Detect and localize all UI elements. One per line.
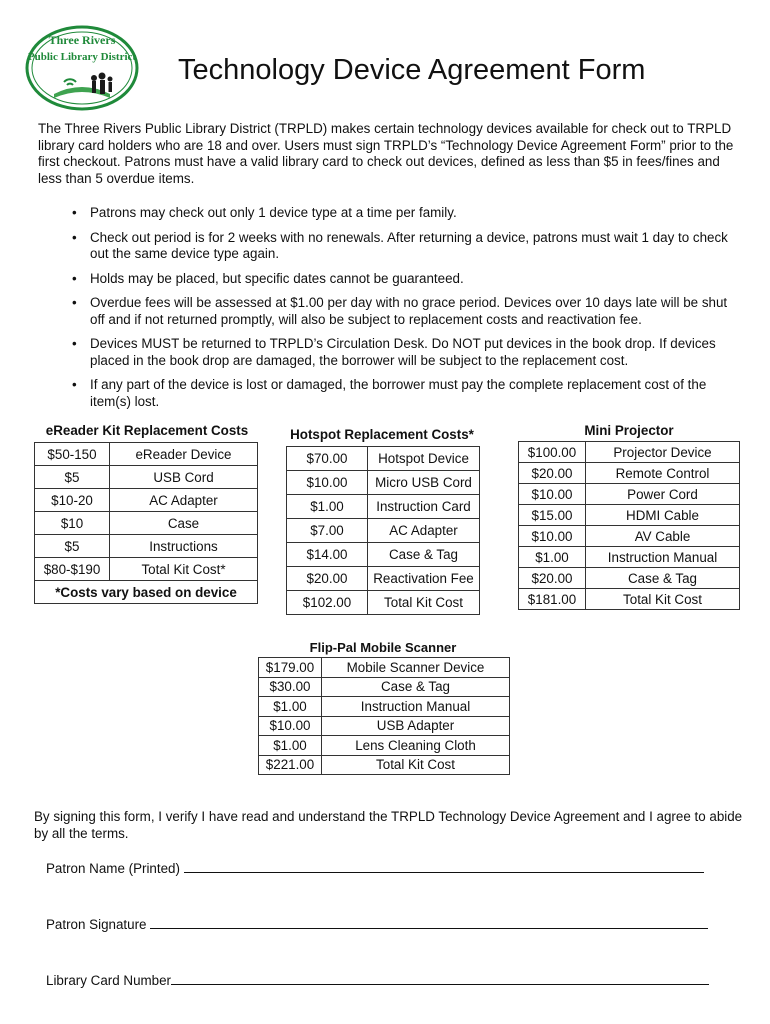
patron-signature-row xyxy=(46,916,708,932)
table-row: $5 USB Cord xyxy=(35,466,258,489)
bullet-icon: • xyxy=(72,295,77,310)
table-row: $10.00 AV Cable xyxy=(519,526,740,547)
bullet-icon: • xyxy=(72,205,77,220)
table-row: $221.00 Total Kit Cost xyxy=(259,755,510,775)
rule-item: • Overdue fees will be assessed at $1.00 per day with no grace period. Devices over 10 days late will be shut off and if not returned promptly, will also be subject to replacement costs and reactivation fee. xyxy=(72,295,728,327)
patron-signature-label: Patron Signature xyxy=(46,917,147,932)
patron-name-row xyxy=(46,860,704,876)
table-row: $10.00 Micro USB Cord xyxy=(287,471,480,495)
hotspot-table-title: Hotspot Replacement Costs* xyxy=(290,427,474,442)
rule-item: • Check out period is for 2 weeks with no renewals. After returning a device, patrons must wait 1 day to check out the same device type again. xyxy=(72,229,728,261)
bullet-icon: • xyxy=(72,336,77,351)
patron-name-field[interactable] xyxy=(184,860,704,873)
ereader-cost-table xyxy=(34,442,258,604)
library-card-row xyxy=(46,972,709,988)
table-row: $10.00 USB Adapter xyxy=(259,716,510,736)
library-card-field[interactable] xyxy=(171,972,709,985)
table-row: $30.00 Case & Tag xyxy=(259,677,510,697)
bullet-icon: • xyxy=(72,377,77,392)
table-row: $10 Case xyxy=(35,512,258,535)
table-row: $7.00 AC Adapter xyxy=(287,519,480,543)
form-title: Technology Device Agreement Form xyxy=(178,54,646,86)
table-row: $20.00 Case & Tag xyxy=(519,568,740,589)
table-row: $14.00 Case & Tag xyxy=(287,543,480,567)
library-card-label: Library Card Number xyxy=(46,973,172,988)
table-row: $100.00 Projector Device xyxy=(519,442,740,463)
table-row: $1.00 Instruction Manual xyxy=(259,697,510,717)
table-row: $20.00 Remote Control xyxy=(519,463,740,484)
table-row: $80-$190 Total Kit Cost* xyxy=(35,558,258,581)
logo-line1: Three Rivers xyxy=(48,33,116,47)
table-row: $50-150 eReader Device xyxy=(35,443,258,466)
bullet-icon: • xyxy=(72,229,77,245)
table-row: $10.00 Power Cord xyxy=(519,484,740,505)
table-row: $5 Instructions xyxy=(35,535,258,558)
rule-item: • Patrons may check out only 1 device type at a time per family. xyxy=(72,205,457,220)
scanner-cost-table xyxy=(258,657,510,775)
intro-paragraph: The Three Rivers Public Library District (TRPLD) makes certain technology devices available for check out to TRPLD library card holders who are 18 and over. Users must sign TRPLD’s “Technology Device Agreement Form” prior to the first checkout. Patrons must have a valid library card to check out devices, defined as less than $5 in fees/fines and less than 5 overdue items. xyxy=(38,121,734,186)
table-row: $70.00 Hotspot Device xyxy=(287,447,480,471)
hotspot-cost-table xyxy=(286,446,480,615)
consent-statement: By signing this form, I verify I have read and understand the TRPLD Technology Device Agreement and I agree to abide by all the terms. xyxy=(34,809,743,841)
table-row: $15.00 HDMI Cable xyxy=(519,505,740,526)
rule-item: • Holds may be placed, but specific dates cannot be guaranteed. xyxy=(72,270,464,286)
projector-table-title: Mini Projector xyxy=(584,423,674,438)
library-logo xyxy=(24,24,140,112)
bullet-icon: • xyxy=(72,270,77,286)
scanner-table-title: Flip-Pal Mobile Scanner xyxy=(309,640,457,655)
patron-signature-field[interactable] xyxy=(150,916,708,929)
table-row: $20.00 Reactivation Fee xyxy=(287,567,480,591)
rule-item: • Devices MUST be returned to TRPLD’s Circulation Desk. Do NOT put devices in the book drop. If devices placed in the book drop are damaged, the borrower will be subject to the replacement cost. xyxy=(72,336,716,368)
cost-note: *Costs vary based on device xyxy=(35,581,258,604)
table-row: $179.00 Mobile Scanner Device xyxy=(259,658,510,678)
rules-list xyxy=(56,205,736,418)
table-row: $10-20 AC Adapter xyxy=(35,489,258,512)
table-row: $181.00 Total Kit Cost xyxy=(519,589,740,610)
patron-name-label: Patron Name (Printed) xyxy=(46,861,180,876)
rule-item: • If any part of the device is lost or damaged, the borrower must pay the complete replacement cost of the item(s) lost. xyxy=(72,377,707,409)
logo-line2: Public Library District xyxy=(27,51,137,63)
ereader-table-title: eReader Kit Replacement Costs xyxy=(45,423,249,438)
table-row: $1.00 Instruction Manual xyxy=(519,547,740,568)
table-row: $1.00 Lens Cleaning Cloth xyxy=(259,736,510,756)
table-row: $1.00 Instruction Card xyxy=(287,495,480,519)
table-row: $102.00 Total Kit Cost xyxy=(287,591,480,615)
table-row xyxy=(35,581,258,604)
projector-cost-table xyxy=(518,441,740,610)
